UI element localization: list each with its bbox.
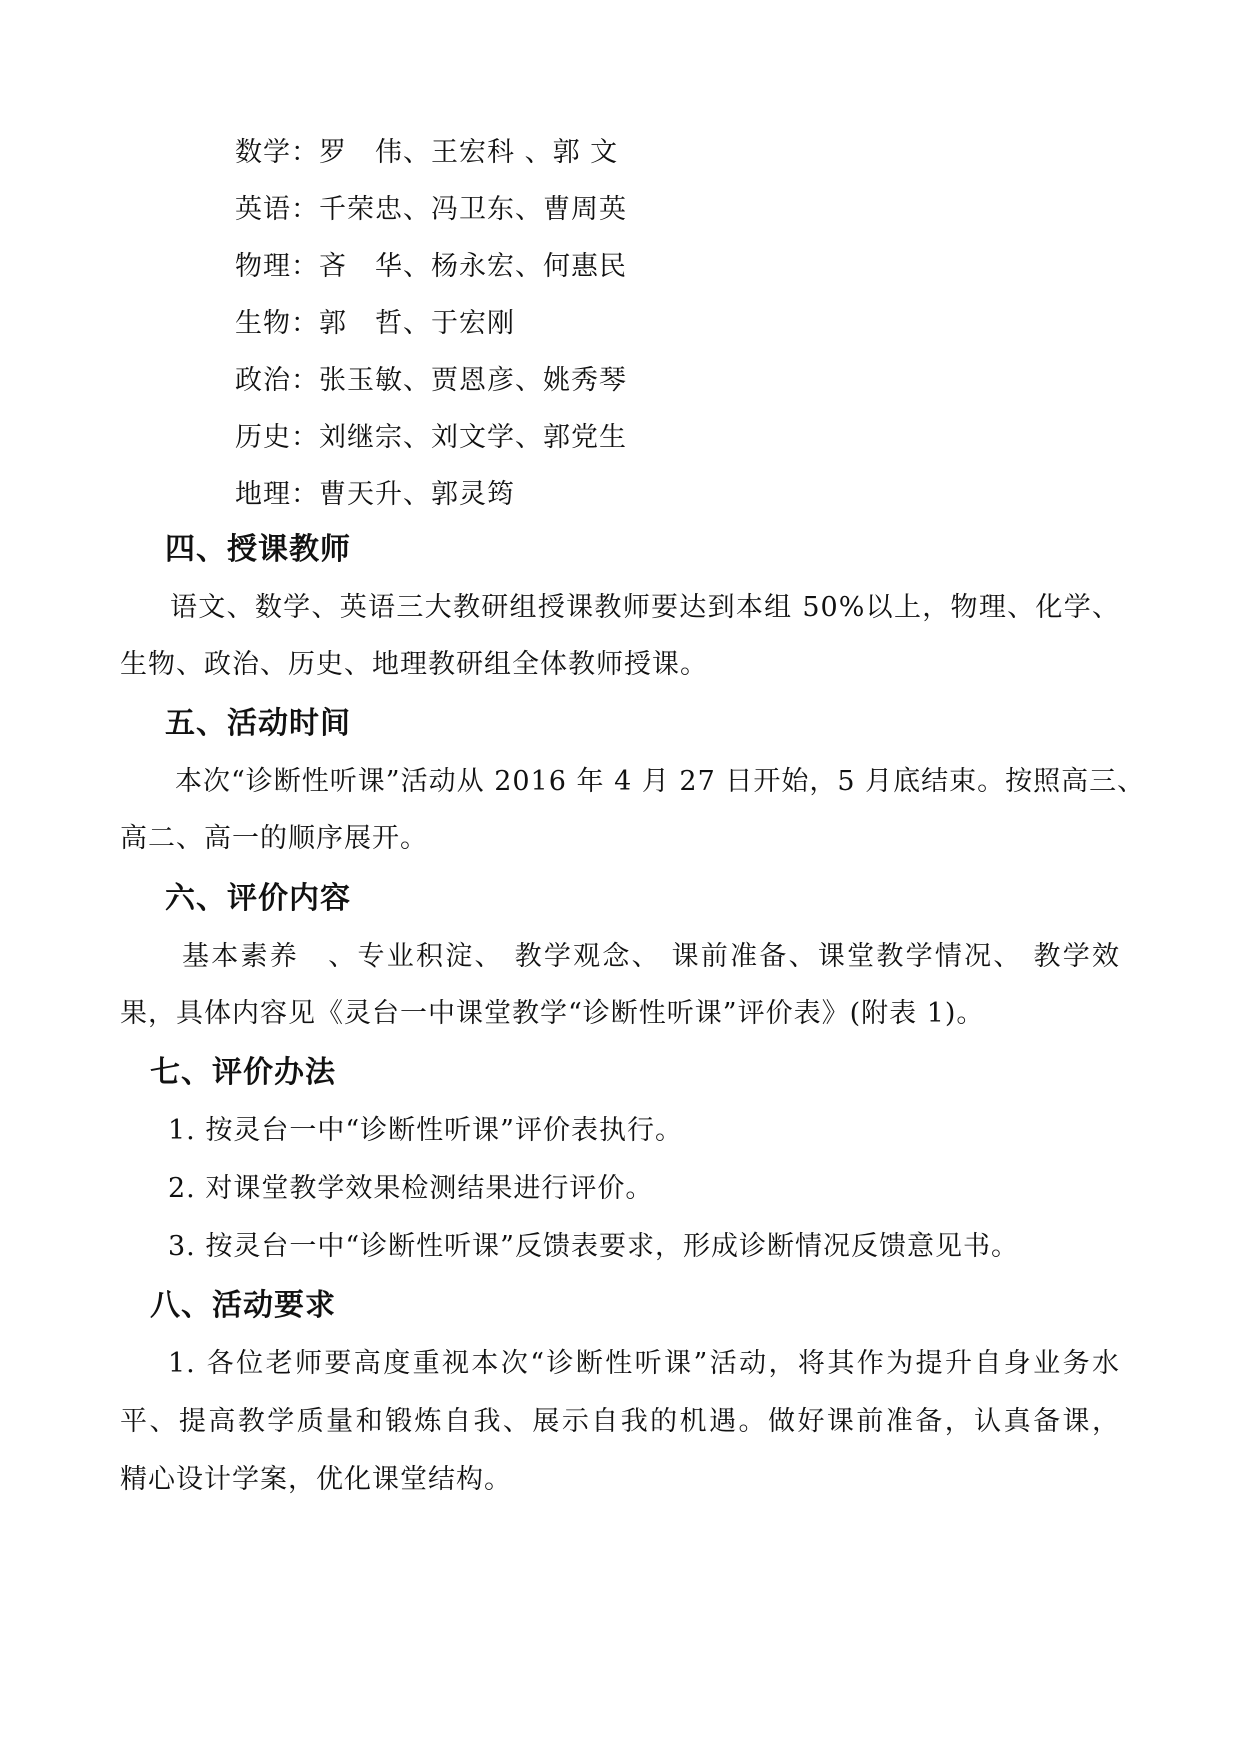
- section7-item-1: 1. 按灵台一中“诊断性听课”评价表执行。: [168, 1115, 683, 1146]
- section5-paragraph-line2: 高二、高一的顺序展开。: [120, 823, 428, 854]
- section-heading-4: 四、授课教师: [165, 532, 351, 567]
- roster-history: 历史：刘继宗、刘文学、郭党生: [235, 422, 627, 453]
- section8-paragraph-line2: 平、提高教学质量和锻炼自我、展示自我的机遇。做好课前准备，认真备课，: [120, 1406, 1120, 1437]
- section7-item-3: 3. 按灵台一中“诊断性听课”反馈表要求，形成诊断情况反馈意见书。: [168, 1231, 1019, 1262]
- roster-math: 数学：罗 伟、王宏科 、郭 文: [235, 137, 619, 168]
- section6-paragraph-line2: 果，具体内容见《灵台一中课堂教学“诊断性听课”评价表》(附表 1)。: [120, 998, 985, 1029]
- roster-english: 英语：千荣忠、冯卫东、曹周英: [235, 194, 627, 225]
- roster-biology: 生物：郭 哲、于宏刚: [235, 308, 515, 339]
- section4-paragraph-line2: 生物、政治、历史、地理教研组全体教师授课。: [120, 649, 708, 680]
- roster-politics: 政治：张玉敏、贾恩彦、姚秀琴: [235, 365, 627, 396]
- section8-paragraph-line1: 1. 各位老师要高度重视本次“诊断性听课”活动，将其作为提升自身业务水: [168, 1348, 1120, 1379]
- section8-paragraph-line3: 精心设计学案，优化课堂结构。: [120, 1464, 512, 1495]
- roster-geography: 地理：曹天升、郭灵筠: [235, 479, 515, 510]
- section6-paragraph-line1: 基本素养 、专业积淀、 教学观念、 课前准备、课堂教学情况、 教学效: [182, 941, 1120, 972]
- section-heading-7: 七、评价办法: [150, 1055, 336, 1090]
- section-heading-6: 六、评价内容: [165, 881, 351, 916]
- section-heading-8: 八、活动要求: [150, 1288, 336, 1323]
- section5-paragraph-line1: 本次“诊断性听课”活动从 2016 年 4 月 27 日开始，5 月底结束。按照高三、: [175, 766, 1146, 797]
- section-heading-5: 五、活动时间: [165, 706, 351, 741]
- section4-paragraph-line1: 语文、数学、英语三大教研组授课教师要达到本组 50%以上，物理、化学、: [170, 592, 1120, 623]
- roster-physics: 物理：吝 华、杨永宏、何惠民: [235, 251, 627, 282]
- section7-item-2: 2. 对课堂教学效果检测结果进行评价。: [168, 1173, 654, 1204]
